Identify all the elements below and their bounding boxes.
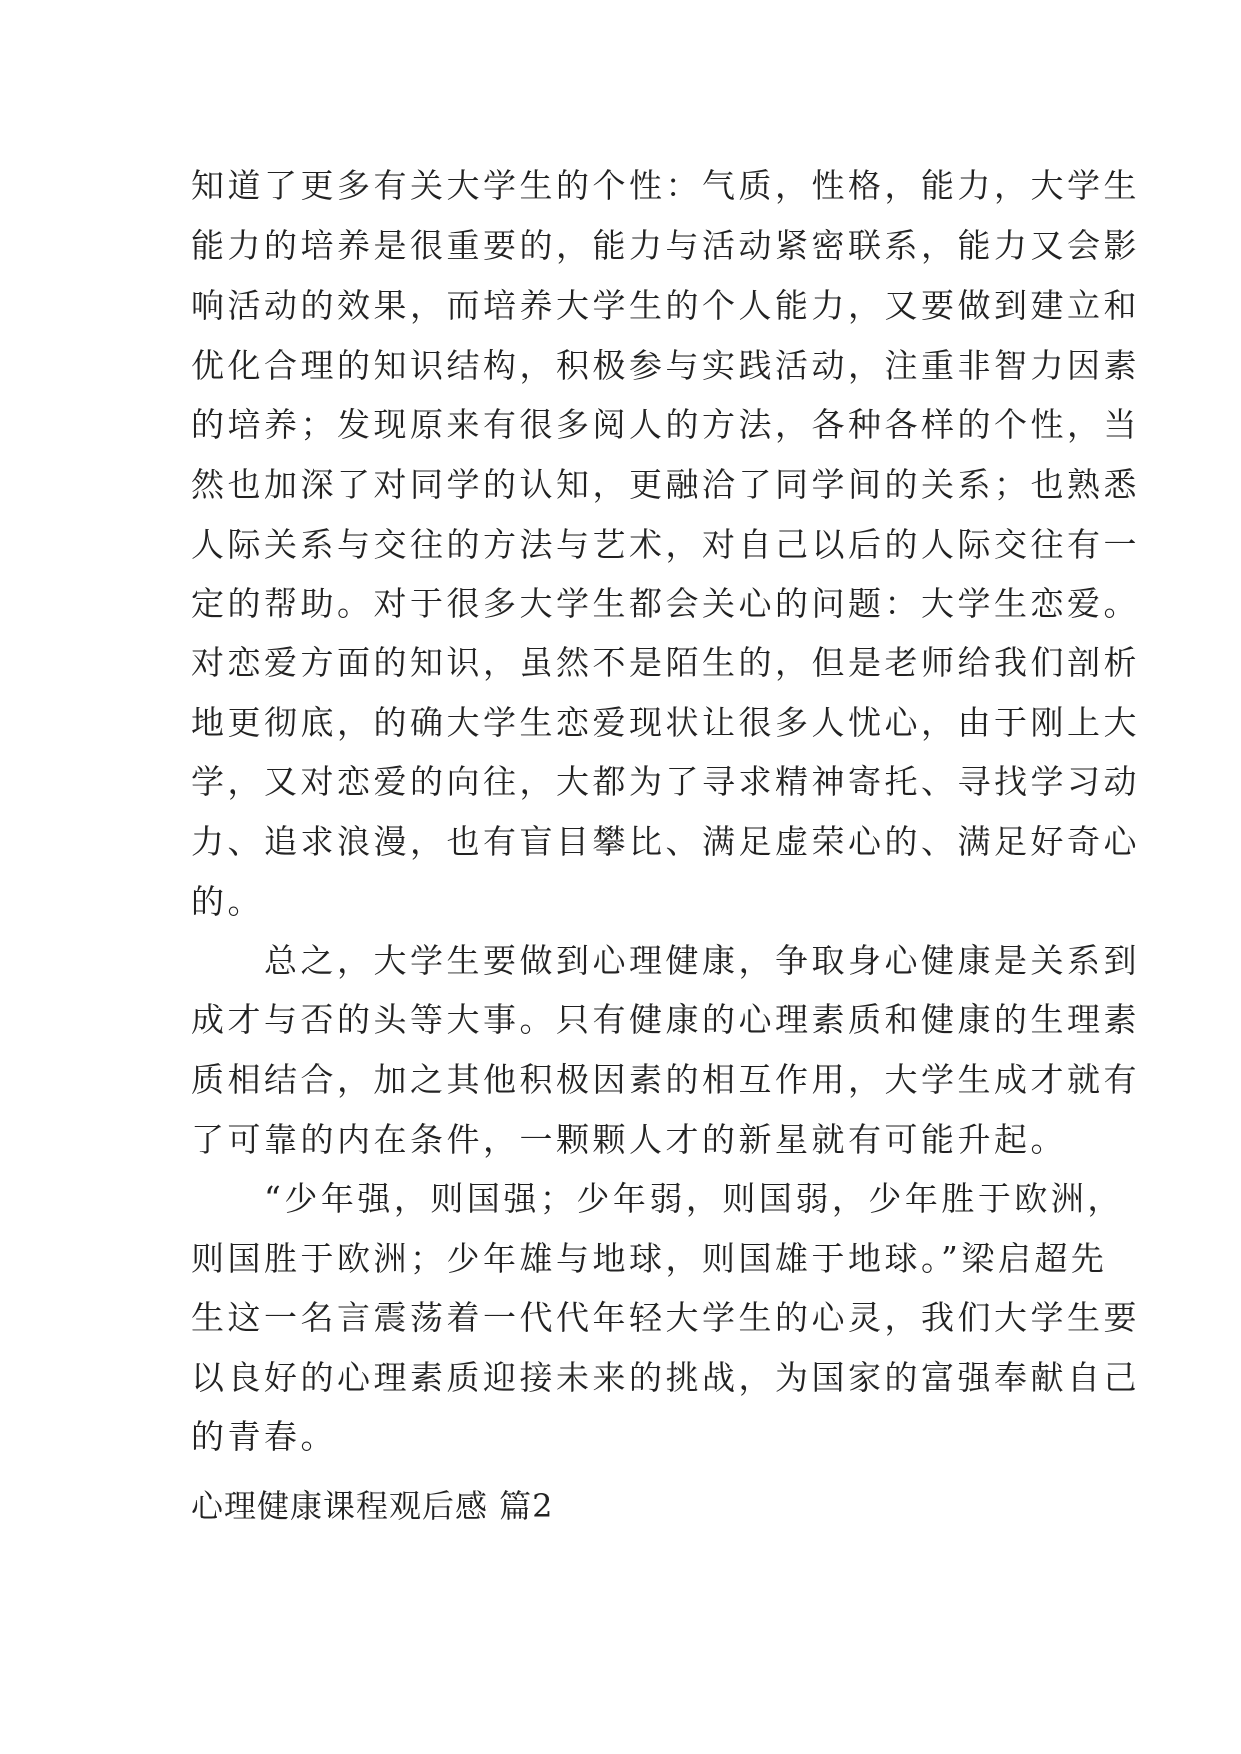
- paragraph-line: 的。: [191, 882, 264, 921]
- paragraph-line: 人际关系与交往的方法与艺术，对自己以后的人际交往有一: [191, 525, 1140, 564]
- paragraph-line: 的培养；发现原来有很多阅人的方法，各种各样的个性，当: [191, 405, 1140, 444]
- paragraph-line: 然也加深了对同学的认知，更融洽了同学间的关系；也熟悉: [191, 465, 1140, 504]
- paragraph-line: 则国胜于欧洲；少年雄与地球，则国雄于地球。”梁启超先: [191, 1239, 1108, 1278]
- paragraph-line: 了可靠的内在条件，一颗颗人才的新星就有可能升起。: [191, 1120, 1067, 1159]
- paragraph-line: 的青春。: [191, 1417, 337, 1456]
- paragraph-line: 质相结合，加之其他积极因素的相互作用，大学生成才就有: [191, 1060, 1140, 1099]
- paragraph-line: 知道了更多有关大学生的个性：气质，性格，能力，大学生: [191, 166, 1140, 205]
- paragraph-line: 成才与否的头等大事。只有健康的心理素质和健康的生理素: [191, 1000, 1140, 1039]
- paragraph-line: 生这一名言震荡着一代代年轻大学生的心灵，我们大学生要: [191, 1298, 1140, 1337]
- paragraph-line: 定的帮助。对于很多大学生都会关心的问题：大学生恋爱。: [191, 584, 1140, 623]
- paragraph-line: 地更彻底，的确大学生恋爱现状让很多人忧心，由于刚上大: [191, 703, 1140, 742]
- paragraph-line: 对恋爱方面的知识，虽然不是陌生的，但是老师给我们剖析: [191, 643, 1140, 682]
- paragraph-line: 学，又对恋爱的向往，大都为了寻求精神寄托、寻找学习动: [191, 762, 1140, 801]
- paragraph-line: “少年强，则国强；少年弱，则国弱，少年胜于欧洲，: [191, 1179, 1124, 1218]
- paragraph-line: 响活动的效果，而培养大学生的个人能力，又要做到建立和: [191, 286, 1140, 325]
- section-heading: 心理健康课程观后感 篇2: [191, 1487, 554, 1525]
- paragraph-line: 总之，大学生要做到心理健康，争取身心健康是关系到: [191, 941, 1140, 980]
- paragraph-line: 力、追求浪漫，也有盲目攀比、满足虚荣心的、满足好奇心: [191, 822, 1140, 861]
- paragraph-line: 以良好的心理素质迎接未来的挑战，为国家的富强奉献自己: [191, 1358, 1140, 1397]
- paragraph-line: 能力的培养是很重要的，能力与活动紧密联系，能力又会影: [191, 226, 1140, 265]
- paragraph-line: 优化合理的知识结构，积极参与实践活动，注重非智力因素: [191, 346, 1140, 385]
